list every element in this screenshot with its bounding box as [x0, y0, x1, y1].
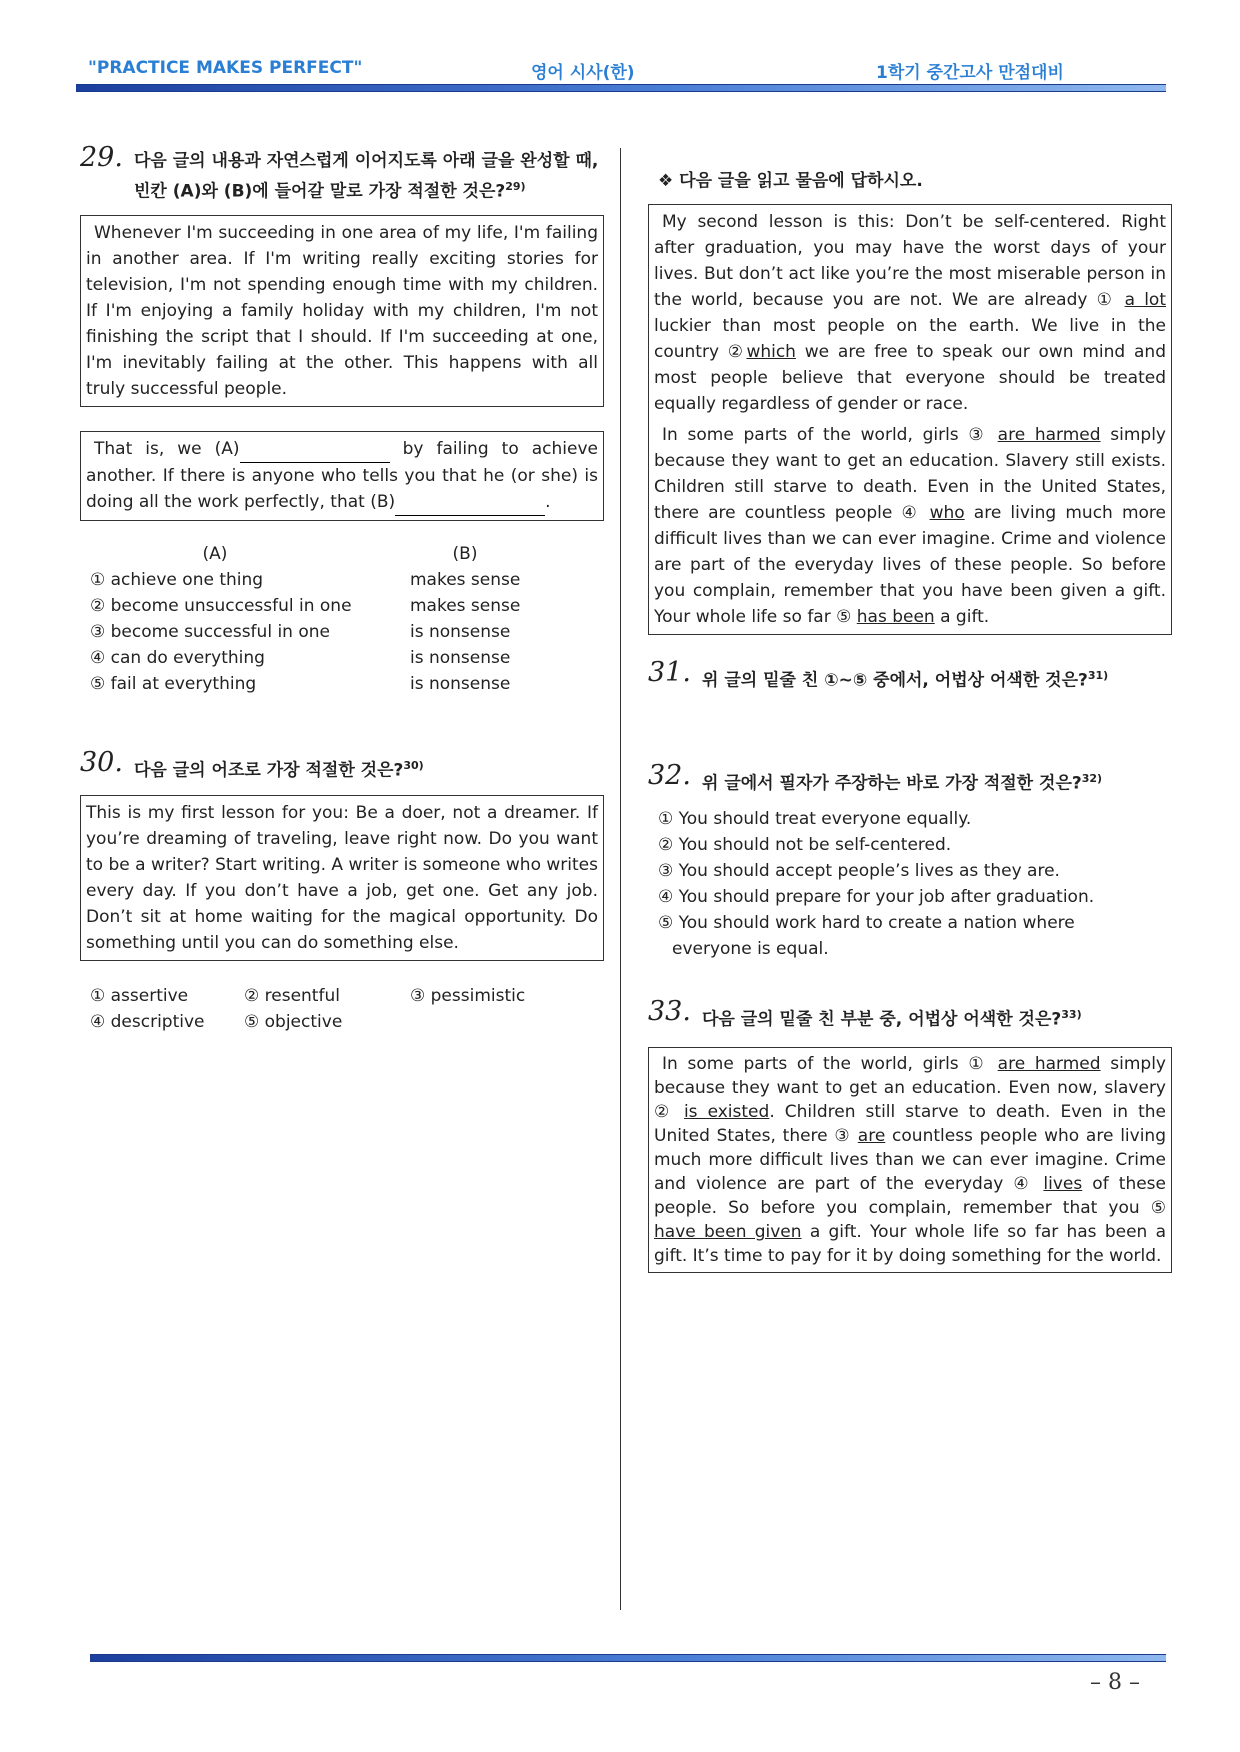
shared-paragraph-1 [654, 209, 1166, 417]
header-rule [76, 84, 1166, 92]
shared-passage-box [648, 204, 1172, 635]
underline-5: has been [856, 607, 935, 627]
col-a-header: (A) [202, 543, 228, 564]
shared-paragraph-2 [654, 422, 1166, 630]
page-header [76, 58, 1156, 84]
choice-b: makes sense [410, 569, 521, 590]
q29-summary [86, 436, 598, 516]
p1-text-c: we are free to speak our own mind and most people believe that everyone should be treated equally regardless of gender or race. [654, 342, 1166, 414]
q29-choice-header [80, 541, 604, 567]
choice-a: ② become unsuccessful in one [90, 595, 352, 616]
q30-text: 다음 글의 어조로 가장 적절한 것은? [134, 760, 404, 781]
q29-passage-box [80, 215, 604, 407]
q29-choices [80, 541, 604, 697]
q31-text: 위 글의 밑줄 친 ①~⑤ 중에서, 어법상 어색한 것은? [702, 670, 1088, 691]
q30-choice-3[interactable]: ③ pessimistic [410, 986, 526, 1007]
q33-text-4: countless people who are living much more difficult lives than we can ever imagine. Crime and violence are part of the everyday ④ [654, 1125, 1166, 1194]
choice-a: ③ become successful in one [90, 621, 330, 642]
q29-choice-5[interactable] [80, 671, 604, 697]
q30-choices [80, 983, 604, 1035]
q32-choice-4[interactable]: ④ You should prepare for your job after graduation. [658, 887, 1095, 908]
q30-passage-box [80, 795, 604, 961]
question-32 [648, 759, 1172, 963]
question-30 [80, 746, 604, 1036]
page-number: – 8 – [1090, 1670, 1140, 1695]
q29-summary-part1: That is, we (A) [94, 438, 240, 459]
question-29 [80, 142, 604, 697]
q31-number: 31. [648, 657, 691, 688]
footer-rule [90, 1654, 1166, 1662]
p2-text-c: are living much more difficult lives than we can ever imagine. Crime and violence are part of the everyday lives of these people. So before you complain, remember that you have been given a gift. Your whole life so far ⑤ [654, 503, 1166, 627]
col-b-header-cell [410, 541, 590, 567]
q32-choices [648, 806, 1172, 962]
q29-choice-1[interactable] [80, 567, 604, 593]
q29-choice-2[interactable] [80, 593, 604, 619]
q30-choice-5[interactable]: ⑤ objective [244, 1012, 343, 1033]
underline-1: a lot [1124, 290, 1166, 310]
choice-b: is nonsense [410, 673, 511, 694]
q33-text-3: . Children still starve to death. Even in the United States, there ③ [654, 1101, 1167, 1146]
q33-text-1: In some parts of the world, girls ① [662, 1053, 998, 1074]
q32-footnote: 32) [1081, 771, 1103, 785]
left-column [80, 142, 604, 1035]
q33-underline-5: have been given [654, 1221, 802, 1242]
q32-choice-5-continued: everyone is equal. [672, 939, 829, 960]
q33-underline-2: is existed [683, 1101, 770, 1122]
q29-text: 다음 글의 내용과 자연스럽게 이어지도록 아래 글을 완성할 때, 빈칸 (A)와 (B)에 들어갈 말로 가장 적절한 것은? [134, 151, 599, 202]
q29-choice-4[interactable] [80, 645, 604, 671]
q33-underline-1: are harmed [997, 1053, 1101, 1074]
q29-number: 29. [80, 142, 123, 173]
p1-text-a: My second lesson is this: Don’t be self-centered. Right after graduation, you may have the worst days of your lives. But don’t act like you’re the most miserable person in the world, because you are not. We are already ① [654, 212, 1166, 310]
q33-passage [654, 1052, 1166, 1268]
q29-summary-part3: . [545, 491, 551, 512]
q29-summary-box [80, 431, 604, 521]
q30-footnote: 30) [403, 758, 424, 772]
underline-2: which [746, 342, 796, 362]
q32-text: 위 글에서 필자가 주장하는 바로 가장 적절한 것은? [702, 773, 1082, 794]
q29-passage: Whenever I'm succeeding in one area of my life, I'm failing in another area. If I'm writing really exciting stories for television, I'm not spending enough time with my children. If I'm enjoying a family holiday with my children, I'm not finishing the script that I should. If I'm succeeding at one, I'm inevitably failing at the other. This happens with all truly successful people. [86, 222, 598, 399]
q30-choice-row-2 [80, 1009, 604, 1035]
question-31 [648, 657, 1172, 694]
question-33 [648, 996, 1172, 1273]
header-middle: 영어 시사(한) [531, 63, 635, 83]
q29-summary-part2: by failing to achieve another. If there is anyone who tells you that he (or she) is doing all the work perfectly, that (B) [86, 438, 598, 512]
q33-passage-box [648, 1047, 1172, 1273]
header-left: "PRACTICE MAKES PERFECT" [88, 58, 363, 78]
q33-text-5: of these people. So before you complain, remember that you ⑤ [654, 1173, 1166, 1218]
q33-text-2: simply because they want to get an education. Even now, slavery ② [654, 1053, 1166, 1122]
q30-number: 30. [80, 746, 123, 778]
p2-text-d: a gift. [934, 607, 990, 627]
choice-a: ⑤ fail at everything [90, 673, 257, 694]
q32-choice-5[interactable]: ⑤ You should work hard to create a nation where [658, 913, 1075, 934]
choice-b: is nonsense [410, 621, 511, 642]
q33-footnote: 33) [1061, 1008, 1082, 1022]
q30-choice-row-1 [80, 983, 604, 1009]
q32-number: 32. [648, 759, 691, 791]
q33-underline-4: lives [1043, 1173, 1083, 1194]
underline-4: who [929, 503, 965, 523]
shared-instruction: ❖ 다음 글을 읽고 물음에 답하시오. [658, 171, 923, 191]
blank-b [395, 489, 545, 516]
choice-b: is nonsense [410, 647, 511, 668]
blank-a [240, 436, 390, 463]
p2-text-b: simply because they want to get an education. Slavery still exists. Children still starve to death. Even in the United States, there are countless people ④ [654, 425, 1166, 523]
q29-footnote: 29) [505, 180, 526, 193]
q33-text-6: a gift. Your whole life so far has been a gift. It’s time to pay for it by doing something for the world. [654, 1221, 1166, 1266]
col-a-header-cell [80, 541, 410, 567]
p2-text-a: In some parts of the world, girls ③ [662, 425, 998, 445]
q32-choice-2[interactable]: ② You should not be self-centered. [658, 835, 952, 856]
underline-3: are harmed [997, 425, 1101, 445]
q30-choice-2[interactable]: ② resentful [244, 986, 340, 1007]
column-divider [620, 148, 621, 1610]
q30-choice-1[interactable]: ① assertive [90, 986, 189, 1007]
q29-prompt [80, 142, 604, 205]
q30-passage: This is my first lesson for you: Be a doer, not a dreamer. If you’re dreaming of traveling, leave right now. Do you want to be a writer? Start writing. A writer is someone who writes every day. If you don’t have a job, get one. Get any job. Don’t sit at home waiting for the magical opportunity. Do something until you can do something else. [86, 803, 598, 954]
q31-footnote: 31) [1087, 669, 1109, 682]
choice-b: makes sense [410, 595, 521, 616]
q32-choice-1[interactable]: ① You should treat everyone equally. [658, 809, 972, 830]
col-b-header: (B) [452, 543, 478, 564]
right-column [648, 148, 1172, 1273]
q32-prompt [648, 759, 1172, 797]
q33-text: 다음 글의 밑줄 친 부분 중, 어법상 어색한 것은? [702, 1009, 1062, 1030]
q33-number: 33. [648, 996, 691, 1028]
header-right: 1학기 중간고사 만점대비 [876, 63, 1064, 83]
q30-prompt [80, 746, 604, 784]
choice-a: ① achieve one thing [90, 569, 264, 590]
p1-text-b: luckier than most people on the earth. We live in the country ② [654, 316, 1166, 362]
choice-a: ④ can do everything [90, 647, 265, 668]
q30-choice-4[interactable]: ④ descriptive [90, 1012, 205, 1033]
q33-underline-3: are [857, 1125, 886, 1146]
q32-choice-3[interactable]: ③ You should accept people’s lives as they are. [658, 861, 1060, 882]
q29-choice-3[interactable] [80, 619, 604, 645]
q31-prompt [648, 657, 1172, 694]
q33-prompt [648, 996, 1172, 1033]
